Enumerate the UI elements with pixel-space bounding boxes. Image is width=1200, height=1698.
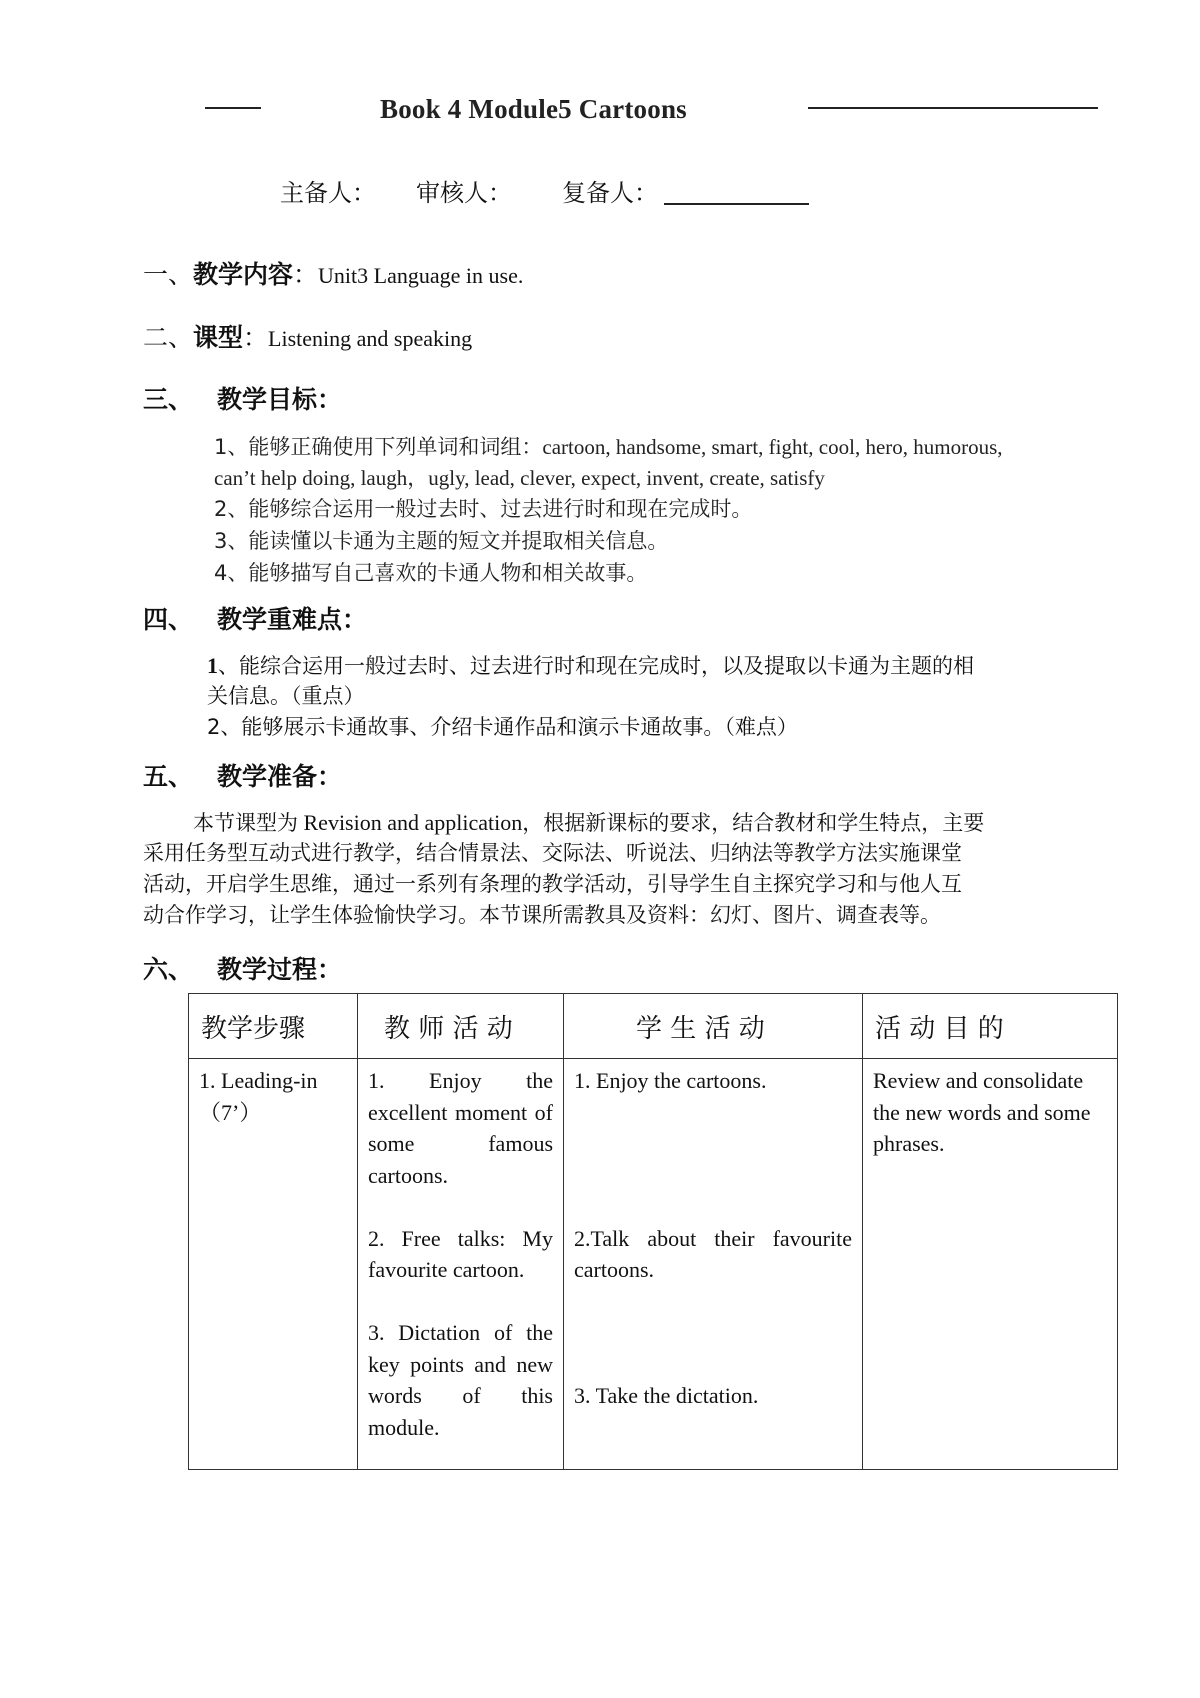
preparation-line-1-en: Revision and application [298,810,523,835]
header-purpose: 活 动 目 的 [863,994,1118,1059]
step-name: 1. Leading-in [199,1068,318,1093]
section-preparation [143,757,342,793]
reviewer-label: 审核人： [416,179,512,207]
section-number: 一、 [143,260,194,289]
preparation-line-3: 活动，开启学生思维，通过一系列有条理的教学活动，引导学生自主探究学习和与他人互 [143,872,962,896]
preparation-line-1-a: 本节课型为 [193,811,298,835]
section-value: Unit3 Language in use. [318,263,524,288]
student-activity-1: 1. Enjoy the cartoons. [574,1068,767,1093]
key-point-1-text: 、能综合运用一般过去时、过去进行时和现在完成时，以及提取以卡通为主题的相 [218,654,974,678]
section-process [143,950,342,986]
section-lesson-type [143,318,472,354]
objective-1 [214,432,1003,462]
section-objectives [143,380,342,416]
section-key-points [143,600,367,636]
objective-1-words-cont: can’t help doing, laugh，ugly, lead, clever, expect, invent, create, satisfy [214,466,825,490]
teacher-activity-1: 1. Enjoy the excellent moment of some famous cartoons. [368,1068,553,1188]
document-title: Book 4 Module5 Cartoons [380,94,687,124]
teaching-process-table [188,993,1118,1470]
objective-1-prefix: 1、能够正确使用下列单词和词组： [214,435,543,459]
section-number: 三、 [143,385,194,414]
section-number: 四、 [143,605,194,634]
key-point-2: 2、能够展示卡通故事、介绍卡通作品和演示卡通故事。（难点） [207,715,798,739]
header-step: 教学步骤 [189,994,358,1059]
section-heading: 课型 [193,323,244,352]
purpose-cell [863,1059,1118,1470]
section-separator: ： [243,323,269,352]
section-number: 五、 [143,762,194,791]
header-rule-right [808,107,1098,109]
table-row [189,1059,1118,1470]
re-preparer-blank [664,203,809,205]
header-teacher-activity: 教 师 活 动 [358,994,564,1059]
objective-1-cont [214,463,825,493]
table-header-row [189,994,1118,1059]
section-heading: 教学重难点： [217,605,368,634]
student-activity-3: 3. Take the dictation. [574,1383,759,1408]
section-heading: 教学准备： [217,762,343,791]
re-preparer-label: 复备人： [562,179,658,207]
preparation-line-1-b: ，根据新课标的要求，结合教材和学生特点，主要 [522,811,985,835]
step-cell [189,1059,358,1470]
teacher-activity-3: 3. Dictation of the key points and new words of this module. [368,1320,553,1440]
preparation-line-1 [193,807,984,839]
objective-2: 2、能够综合运用一般过去时、过去进行时和现在完成时。 [214,497,753,521]
key-point-1 [207,650,974,682]
section-heading: 教学过程： [217,955,343,984]
objective-4: 4、能够描写自己喜欢的卡通人物和相关故事。 [214,561,648,585]
main-preparer-label: 主备人： [280,179,376,207]
section-number: 二、 [143,323,194,352]
header-rule-left [205,107,261,109]
section-heading: 教学目标： [217,385,343,414]
objective-3: 3、能读懂以卡通为主题的短文并提取相关信息。 [214,529,669,553]
staff-line [280,173,809,208]
objective-1-words: cartoon, handsome, smart, fight, cool, hero, humorous, [542,435,1003,459]
section-heading: 教学内容 [193,260,294,289]
key-point-1-cont: 关信息。（重点） [207,684,365,708]
section-separator: ： [293,260,319,289]
preparation-line-4: 动合作学习，让学生体验愉快学习。本节课所需教具及资料：幻灯、图片、调查表等。 [143,903,941,927]
step-time: （7’） [199,1099,262,1125]
section-teaching-content [143,255,523,291]
key-point-1-number: 1 [207,653,218,678]
purpose-text: Review and consolidate the new words and some phrases. [873,1068,1091,1156]
section-number: 六、 [143,955,194,984]
teacher-activity-2: 2. Free talks: My favourite cartoon. [368,1225,553,1282]
preparation-line-2: 采用任务型互动式进行教学，结合情景法、交际法、听说法、归纳法等教学方法实施课堂 [143,841,962,865]
teacher-activity-cell [358,1059,564,1470]
student-activity-cell [564,1059,863,1470]
section-value: Listening and speaking [268,326,473,351]
header-student-activity: 学 生 活 动 [564,994,863,1059]
student-activity-2: 2.Talk about their favourite cartoons. [574,1225,852,1282]
